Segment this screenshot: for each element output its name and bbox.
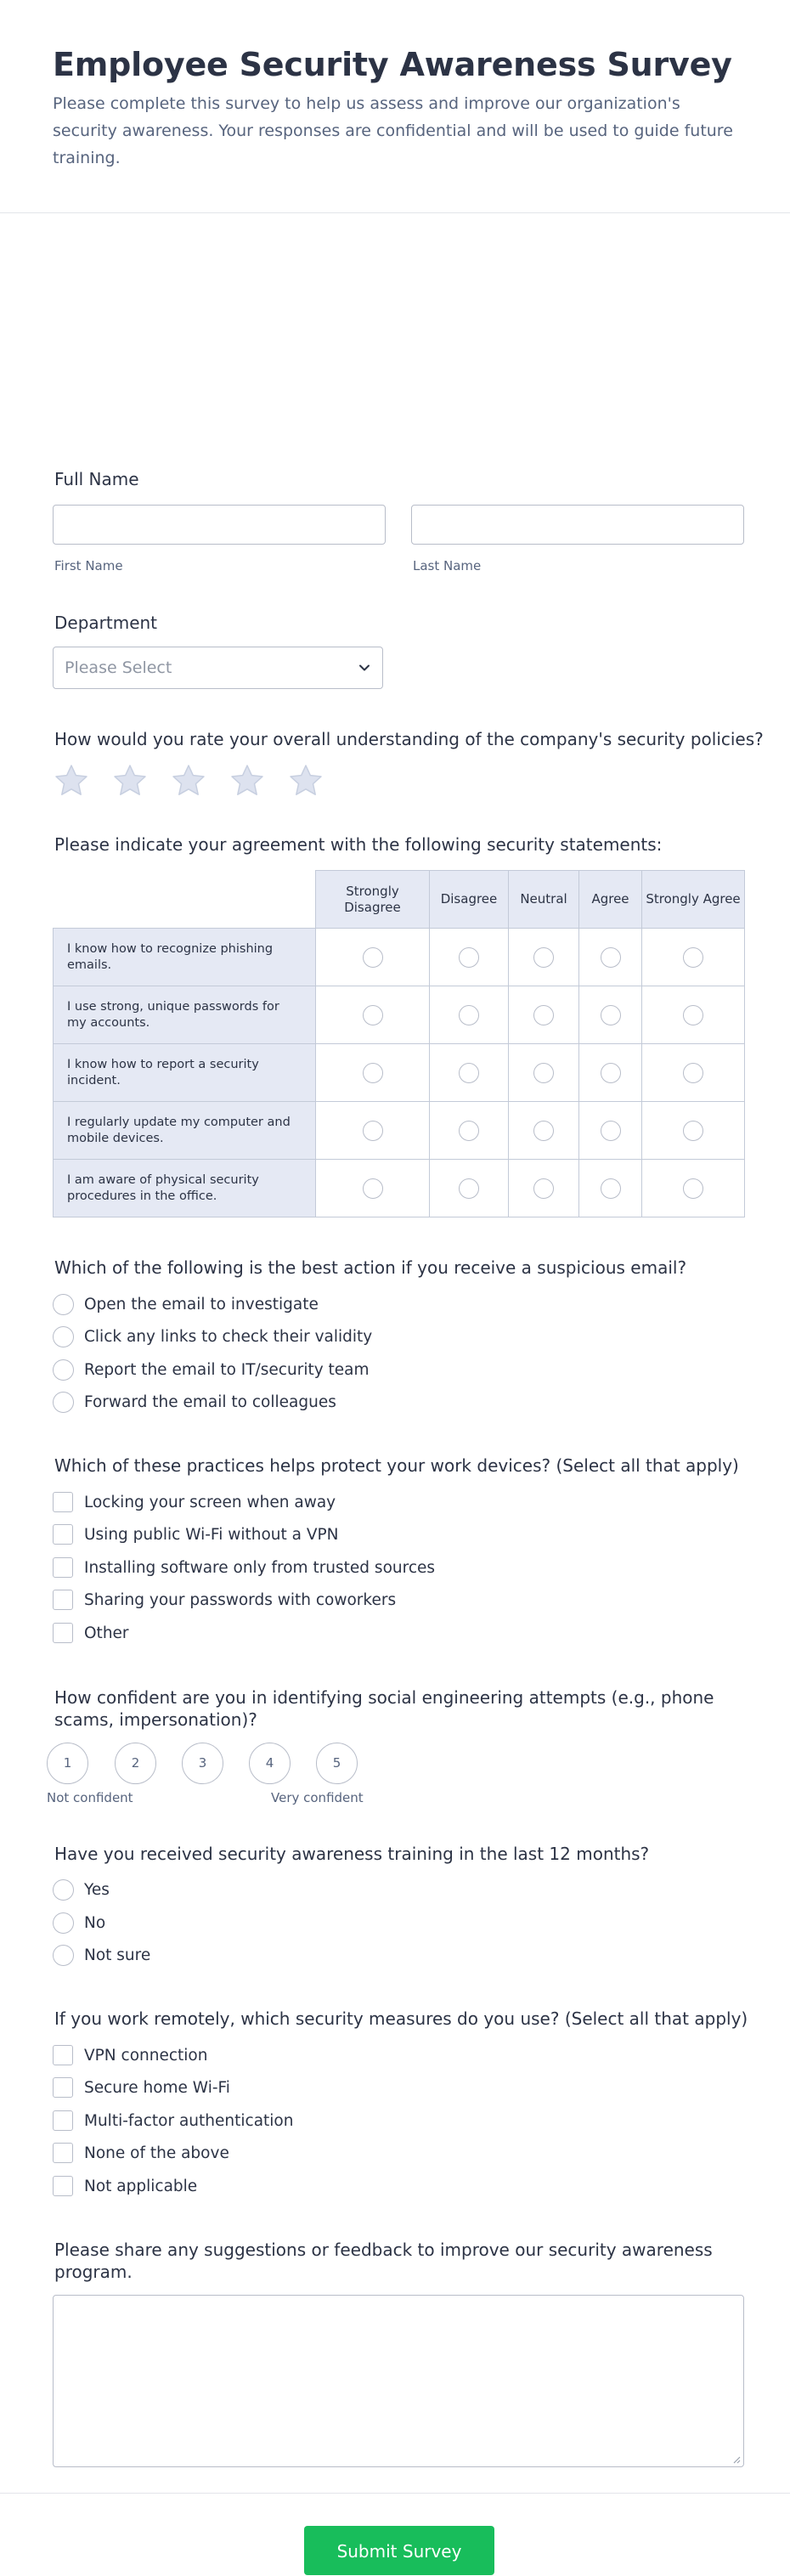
matrix-radio[interactable] <box>533 1121 554 1141</box>
matrix-radio[interactable] <box>363 1121 383 1141</box>
radio-option-label: Yes <box>84 1881 110 1899</box>
chevron-down-icon <box>357 660 372 675</box>
radio-option-label: No <box>84 1914 106 1932</box>
matrix-header-row <box>54 871 745 929</box>
matrix-corner <box>54 871 316 929</box>
star-icon[interactable] <box>111 762 149 799</box>
first-name-input[interactable] <box>53 505 386 545</box>
matrix-radio[interactable] <box>683 947 703 968</box>
star-icon[interactable] <box>53 762 90 799</box>
matrix-row-label: I am aware of physical security procedures in the office. <box>54 1160 316 1217</box>
scale-option[interactable]: 3 <box>182 1743 223 1784</box>
checkbox-option-label: VPN connection <box>84 2047 208 2065</box>
matrix-question-label: Please indicate your agreement with the following security statements: <box>54 834 663 855</box>
feedback-textarea[interactable] <box>53 2295 744 2467</box>
matrix-radio[interactable] <box>459 1005 479 1025</box>
checkbox-option-label: Secure home Wi-Fi <box>84 2079 230 2097</box>
scale-low-label: Not confident <box>47 1790 133 1805</box>
checkbox-option-label: Installing software only from trusted sources <box>84 1559 436 1577</box>
checkbox-option-label: Locking your screen when away <box>84 1494 336 1511</box>
last-name-sublabel: Last Name <box>413 558 482 573</box>
matrix-radio[interactable] <box>533 1178 554 1199</box>
full-name-label: Full Name <box>54 469 139 489</box>
suspicious-email-question-label: Which of the following is the best action if you receive a suspicious email? <box>54 1257 687 1278</box>
matrix-radio[interactable] <box>459 947 479 968</box>
matrix-row-label: I use strong, unique passwords for my accounts. <box>54 986 316 1044</box>
matrix-radio[interactable] <box>363 947 383 968</box>
matrix-column-header: Strongly Disagree <box>316 871 430 929</box>
checkbox-option-label: Not applicable <box>84 2178 198 2195</box>
matrix-radio[interactable] <box>601 1005 621 1025</box>
matrix-radio[interactable] <box>683 1178 703 1199</box>
checkbox[interactable] <box>53 1623 73 1643</box>
matrix-radio[interactable] <box>459 1121 479 1141</box>
matrix-row <box>54 986 745 1044</box>
footer-divider <box>0 2493 790 2494</box>
matrix-radio[interactable] <box>601 1121 621 1141</box>
radio-button[interactable] <box>53 1294 74 1315</box>
form-header <box>0 0 790 213</box>
page-title: Employee Security Awareness Survey <box>53 46 732 83</box>
matrix-radio[interactable] <box>363 1178 383 1199</box>
radio-button[interactable] <box>53 1912 74 1934</box>
matrix-radio[interactable] <box>601 1063 621 1083</box>
training-question-label: Have you received security awareness training in the last 12 months? <box>54 1844 650 1864</box>
scale-option[interactable]: 1 <box>47 1743 88 1784</box>
radio-button[interactable] <box>53 1879 74 1901</box>
checkbox[interactable] <box>53 2143 73 2163</box>
checkbox-option-label: Sharing your passwords with coworkers <box>84 1591 397 1609</box>
checkbox-option-label: Multi-factor authentication <box>84 2112 294 2130</box>
radio-button[interactable] <box>53 1326 74 1347</box>
matrix-radio[interactable] <box>683 1063 703 1083</box>
radio-option-label: Not sure <box>84 1946 151 1964</box>
device-practices-question-label: Which of these practices helps protect your work devices? (Select all that apply) <box>54 1455 739 1476</box>
checkbox[interactable] <box>53 1590 73 1610</box>
checkbox[interactable] <box>53 1557 73 1578</box>
star-icon[interactable] <box>170 762 207 799</box>
radio-button[interactable] <box>53 1392 74 1413</box>
matrix-radio[interactable] <box>601 1178 621 1199</box>
matrix-row-label: I know how to report a security incident. <box>54 1044 316 1102</box>
checkbox[interactable] <box>53 2110 73 2131</box>
checkbox[interactable] <box>53 2045 73 2065</box>
scale-high-label: Very confident <box>271 1790 364 1805</box>
confidence-question-label: How confident are you in identifying social engineering attempts (e.g., phone scams, impersonation)? <box>54 1687 714 1730</box>
radio-option-label: Click any links to check their validity <box>84 1328 373 1346</box>
matrix-column-header: Neutral <box>509 871 579 929</box>
scale-option[interactable]: 4 <box>249 1743 291 1784</box>
matrix-radio[interactable] <box>533 1005 554 1025</box>
matrix-radio[interactable] <box>459 1063 479 1083</box>
matrix-column-header: Disagree <box>430 871 509 929</box>
matrix-row-label: I regularly update my computer and mobile devices. <box>54 1102 316 1160</box>
checkbox[interactable] <box>53 2176 73 2196</box>
star-icon[interactable] <box>287 762 324 799</box>
agreement-matrix <box>53 870 745 1217</box>
matrix-radio[interactable] <box>601 947 621 968</box>
checkbox[interactable] <box>53 2077 73 2098</box>
matrix-column-header: Agree <box>579 871 642 929</box>
matrix-radio[interactable] <box>363 1005 383 1025</box>
radio-option-label: Forward the email to colleagues <box>84 1393 336 1411</box>
submit-button[interactable]: Submit Survey <box>304 2526 494 2575</box>
first-name-sublabel: First Name <box>54 558 123 573</box>
department-label: Department <box>54 613 158 633</box>
resize-grip-icon[interactable] <box>731 2454 741 2464</box>
checkbox-option-label: Using public Wi-Fi without a VPN <box>84 1526 339 1544</box>
matrix-radio[interactable] <box>683 1121 703 1141</box>
radio-option-label: Report the email to IT/security team <box>84 1361 370 1379</box>
department-select-placeholder: Please Select <box>65 658 172 677</box>
matrix-row-label: I know how to recognize phishing emails. <box>54 929 316 986</box>
matrix-column-header: Strongly Agree <box>642 871 745 929</box>
matrix-row <box>54 929 745 986</box>
checkbox[interactable] <box>53 1492 73 1512</box>
matrix-radio[interactable] <box>363 1063 383 1083</box>
matrix-radio[interactable] <box>459 1178 479 1199</box>
matrix-row <box>54 1160 745 1217</box>
radio-option-label: Open the email to investigate <box>84 1296 319 1313</box>
feedback-question-label: Please share any suggestions or feedback to improve our security awareness program. <box>54 2240 713 2282</box>
scale-option[interactable]: 5 <box>316 1743 358 1784</box>
remote-question-label: If you work remotely, which security measures do you use? (Select all that apply) <box>54 2008 748 2029</box>
checkbox[interactable] <box>53 1524 73 1545</box>
checkbox-option-label: Other <box>84 1624 129 1642</box>
department-select[interactable] <box>53 647 383 689</box>
matrix-radio[interactable] <box>533 1063 554 1083</box>
last-name-input[interactable] <box>411 505 744 545</box>
matrix-radio[interactable] <box>683 1005 703 1025</box>
page-description: Please complete this survey to help us assess and improve our organization's security awareness. Your responses are confidential and will be used to guide future training. <box>53 94 733 167</box>
rating-question-label: How would you rate your overall understanding of the company's security policies? <box>54 729 764 749</box>
scale-option[interactable]: 2 <box>115 1743 156 1784</box>
matrix-row <box>54 1044 745 1102</box>
checkbox-option-label: None of the above <box>84 2144 229 2162</box>
matrix-radio[interactable] <box>533 947 554 968</box>
radio-button[interactable] <box>53 1945 74 1966</box>
radio-button[interactable] <box>53 1359 74 1381</box>
star-icon[interactable] <box>229 762 266 799</box>
matrix-row <box>54 1102 745 1160</box>
